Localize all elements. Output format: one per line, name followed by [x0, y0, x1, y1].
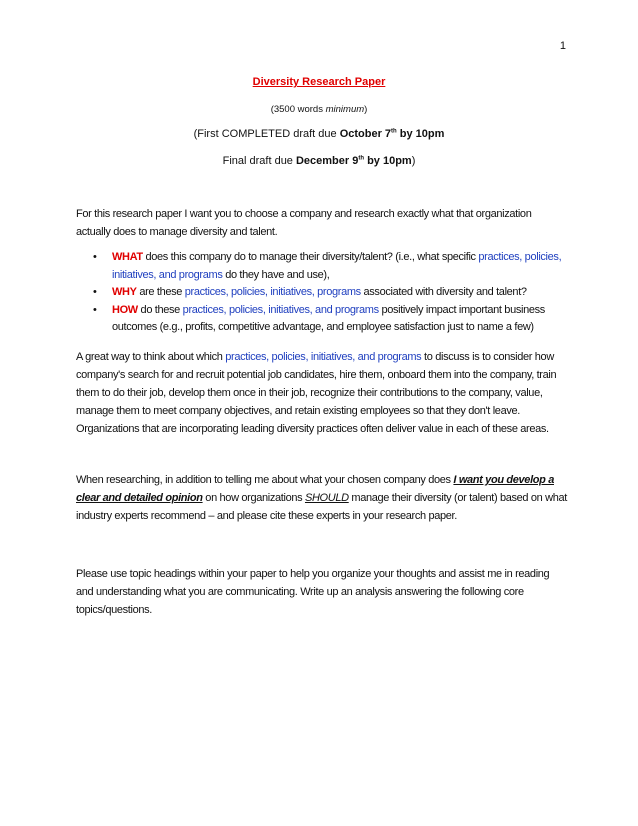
word-requirement: (3500 words minimum)	[270, 104, 368, 115]
document-title: Diversity Research Paper	[252, 76, 386, 88]
list-item: • WHY are these practices, policies, initiatives, programs associated with diversity and talent?	[76, 284, 568, 302]
bullet-icon: •	[93, 286, 97, 299]
final-draft-due: Final draft due December 9th by 10pm)	[222, 155, 416, 167]
list-item: • HOW do these practices, policies, initiatives, and programs positively impact important business outcomes (e.g., profits, competitive advantage, and employee satisfaction just to name a few)	[93, 303, 545, 334]
practices-paragraph: A great way to think about which practices, policies, initiatives, and programs to discuss is to consider how company's search for and recruit potential job candidates, hire them, onboard them into the company, train them to do their job, develop them once in their job, recognize their contributions to the company, value, manage them to meet company objectives, and retain existing employees so that they don't leave. Organizations that are incorporating leading diversity practices often deliver value in each of these areas.	[76, 351, 557, 435]
bullet-icon: •	[93, 303, 97, 316]
page-number: 1	[559, 40, 566, 52]
opinion-paragraph: When researching, in addition to telling me about what your chosen company does I want you develop a clear and detailed opinion on how organizations SHOULD manage their diversity (or talent) based on what industry experts recommend – and please cite these experts in your research paper.	[76, 474, 567, 522]
bullet-icon: •	[93, 251, 97, 263]
first-draft-due: (First COMPLETED draft due October 7th by 10pm	[193, 128, 445, 140]
intro-paragraph: For this research paper I want you to choose a company and research exactly what that organization actually does to manage diversity and talent.	[76, 208, 532, 238]
headings-paragraph: Please use topic headings within your paper to help you organize your thoughts and assist me in reading and understanding what you are communicating. Write up an analysis answering the following core topics/questions.	[76, 568, 550, 616]
list-item: • WHAT does this company do to manage their diversity/talent? (i.e., what specific practices, policies, initiatives, and programs do they have and use),	[93, 251, 562, 281]
question-list	[76, 249, 568, 337]
